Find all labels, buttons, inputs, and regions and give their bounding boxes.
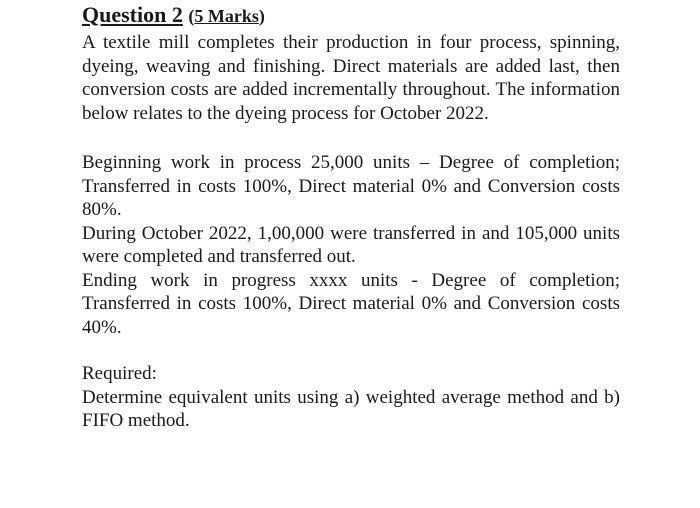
- marks-label: 5 Marks: [194, 6, 259, 26]
- spacer: [82, 339, 620, 362]
- question-heading: [82, 2, 620, 29]
- required-text: Determine equivalent units using a) weighted average method and b) FIFO method.: [82, 386, 620, 431]
- question-document: [82, 2, 620, 433]
- question-marks: (5 Marks): [188, 6, 265, 26]
- spacer: [82, 125, 620, 151]
- beginning-wip-paragraph: Beginning work in process 25,000 units – Degree of completion; Transferred in costs 100%, Direct material 0% and Conversion costs 80%.: [82, 152, 620, 220]
- required-label: Required:: [82, 363, 157, 384]
- intro-paragraph: A textile mill completes their production in four process, spinning, dyeing, weaving and finishing. Direct materials are added last, then conversion costs are added incrementally throughout. The information below relates to the dyeing process for October 2022.: [82, 32, 620, 124]
- during-month-paragraph: During October 2022, 1,00,000 were transferred in and 105,000 units were completed and transferred out.: [82, 222, 620, 267]
- question-title: Question 2: [82, 2, 183, 27]
- ending-wip-paragraph: Ending work in progress xxxx units - Degree of completion; Transferred in costs 100%, Direct material 0% and Conversion costs 40%.: [82, 269, 620, 338]
